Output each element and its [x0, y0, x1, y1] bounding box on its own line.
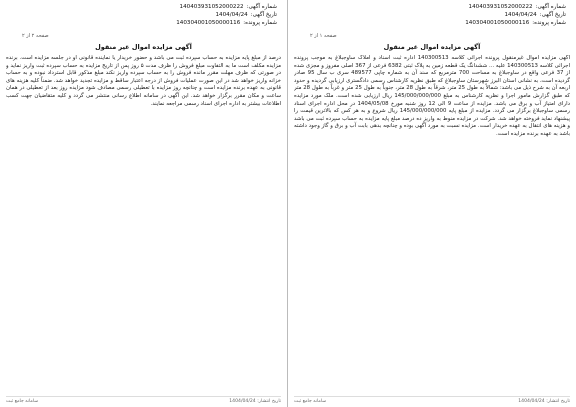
notice-date-label: تاریخ آگهی:: [539, 12, 566, 18]
footer-right: تاریخ انتشار: 1404/04/24: [229, 399, 281, 404]
file-number: 140304001050000116: [465, 20, 530, 26]
file-number-label: شماره پرونده:: [243, 20, 277, 26]
file-number-label: شماره پرونده:: [532, 20, 566, 26]
page-footer: [6, 396, 281, 404]
page-footer: [294, 396, 570, 404]
notice-number-label: شماره آگهی:: [246, 4, 277, 10]
footer-left: سامانه جامع ثبت: [6, 399, 39, 404]
notice-title: آگهی مزایده اموال غیر منقول: [95, 43, 192, 51]
footer-left: سامانه جامع ثبت: [294, 399, 327, 404]
notice-meta: [147, 3, 277, 27]
notice-page-1: [288, 0, 576, 407]
page-number: صفحه ۱ از ۲: [310, 33, 337, 39]
notice-body: درصد از مبلغ پایه مزایده به حساب سپرده ثبت می باشد و حضور خریدار یا نماینده قانونی او در جلسه مزایده است. برنده مزایده مکلف است ما به التفاوت مبلغ فروش را ظرف مدت ۵ روز پس از تاریخ مزایده به حساب سپرده ثبت واریز نماید و در صورتی که ظرف مهلت مقرر مانده فروش را به حساب سپرده واریز نکند مبلغ مذکور قابل استرداد نبوده و به حساب خزانه واریز خواهد شد در این صورت عملیات فروش از درجه اعتبار ساقط و مزایده تجدید خواهد شد. ضمناً کلیه هزینه های قانونی به عهده برنده مزایده است و چنانچه روز مزایده با تعطیلی رسمی مصادف شود مزایده روز بعد از تعطیلی در همان ساعت و مکان مقرر برگزار خواهد شد. این آگهی در سامانه اطلاع رسانی منتشر می گردد و کلیه متقاضیان جهت کسب اطلاعات بیشتر به اداره اجرای اسناد رسمی مراجعه نمایند.: [6, 55, 281, 107]
notice-number-label: شماره آگهی:: [535, 4, 566, 10]
notice-meta: [436, 3, 566, 27]
notice-number: 140403931052000222: [179, 4, 244, 10]
notice-title: آگهی مزایده اموال غیر منقول: [383, 43, 481, 51]
notice-date-label: تاریخ آگهی:: [250, 12, 277, 18]
notice-date: 1404/04/24: [504, 12, 537, 18]
notice-body: آگهی مزایده اموال غیرمنقول پرونده اجرائی کلاسه 140300513 اداره ثبت اسناد و املاک ساوجبلاغ به موجب پرونده اجرائی کلاسه 140300513 علیه ... ششدانگ یک قطعه زمین به پلاک ثبتی 6382 فرعی از 367 اصلی مفروز و مجزی شده از 37 فرعی واقع در ساوجبلاغ به مساحت 700 مترمربع که سند آن به شماره چاپی 489577 سری ب سال 95 صادر گردیده است، به نشانی استان البرز شهرستان ساوجبلاغ که طبق نظریه کارشناس رسمی دادگستری ارزیابی گردیده و حدود اربعه آن به شرح ذیل می باشد: شمالاً به طول 25 متر، شرقاً به طول 28 متر، جنوباً به طول 25 متر و غرباً به طول 28 متر که طبق گزارش مامور اجرا و نظریه کارشناس به مبلغ 145/000/000/000 ریال ارزیابی شده است. ملک مورد مزایده دارای امتیاز آب و برق می باشد. مزایده از ساعت 9 الی 12 روز شنبه مورخ 1404/05/08 در محل اداره اجرای اسناد رسمی ساوجبلاغ برگزار می گردد. مزایده از مبلغ پایه 145/000/000/000 ریال شروع و به هر کس که بالاترین قیمت را پیشنهاد نماید فروخته خواهد شد. شرکت در مزایده منوط به واریز ده درصد مبلغ پایه مزایده به حساب سپرده ثبت می باشد و هزینه های انتقال به عهده خریدار است. مزایده نسبت به مورد آگهی بوده و چنانچه بدهی بابت آب و برق و گاز وجود داشته باشد به عهده برنده مزایده است.: [294, 55, 570, 137]
file-number: 140304001050000116: [176, 20, 241, 26]
footer-right: تاریخ انتشار: 1404/04/24: [518, 399, 570, 404]
notice-date: 1404/04/24: [215, 12, 248, 18]
page-number: صفحه ۲ از ۲: [22, 33, 49, 39]
notice-number: 140403931052000222: [468, 4, 533, 10]
